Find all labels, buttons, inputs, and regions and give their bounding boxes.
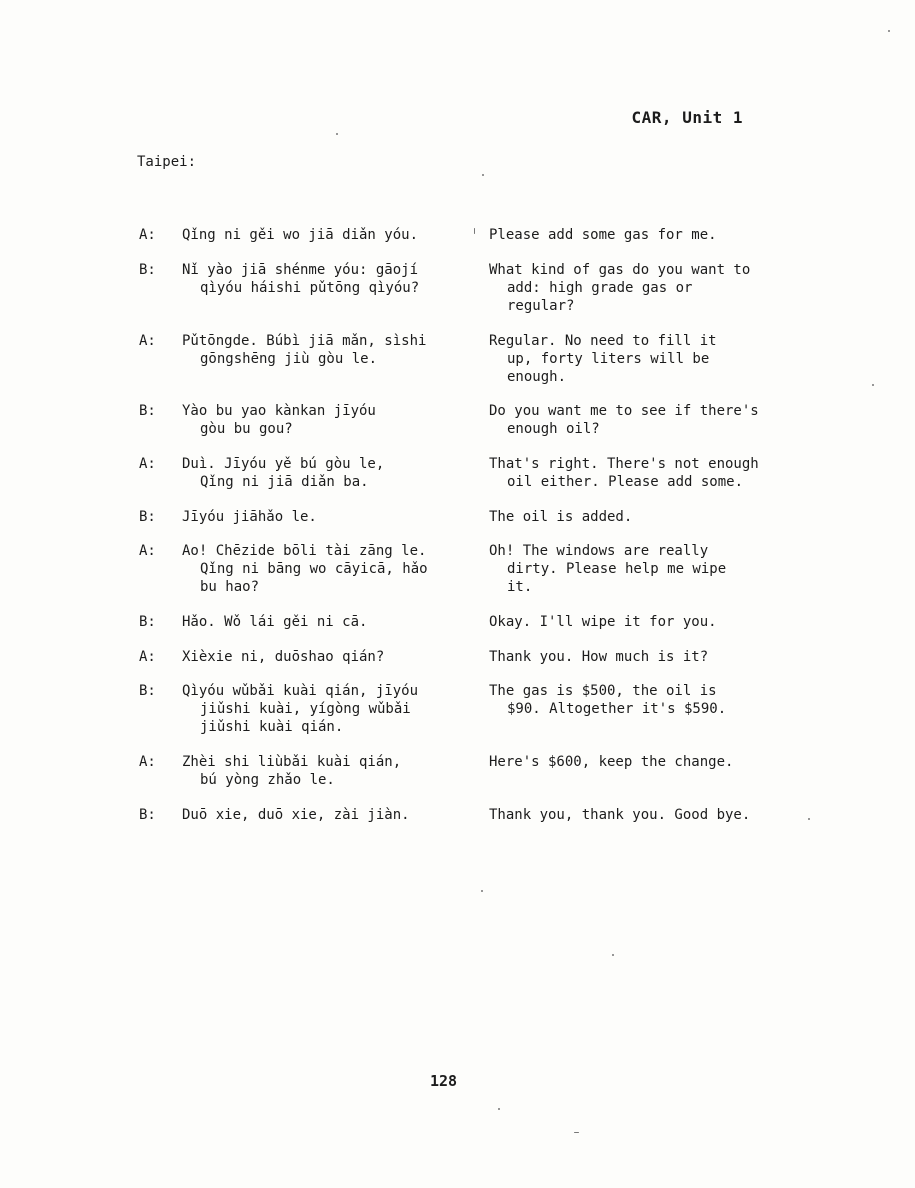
pinyin-text	[182, 806, 472, 824]
translation-line: Thank you. How much is it?	[489, 649, 709, 665]
pinyin-text	[182, 682, 472, 736]
translation-line: Okay. I'll wipe it for you.	[489, 614, 717, 630]
english-translation	[489, 542, 799, 596]
pinyin-line: jiǔshi kuài, yígòng wǔbǎi	[200, 701, 411, 717]
pinyin-line: Ao! Chēzide bōli tài zāng le.	[182, 543, 427, 559]
scan-speck	[808, 818, 810, 820]
scan-speck	[498, 1108, 500, 1110]
pinyin-text	[182, 226, 472, 244]
speaker-label: A:	[139, 456, 156, 472]
scan-speck	[574, 1132, 579, 1133]
translation-line: oil either. Please add some.	[507, 474, 744, 490]
pinyin-line: qìyóu háishi pǔtōng qìyóu?	[200, 280, 420, 296]
pinyin-text	[182, 455, 472, 491]
translation-line: up, forty liters will be	[507, 351, 710, 367]
translation-line: regular?	[507, 298, 575, 314]
english-translation	[489, 753, 799, 771]
pinyin-text	[182, 542, 472, 596]
pinyin-line: gòu bu gou?	[200, 421, 293, 437]
scan-speck	[336, 133, 338, 135]
translation-line: enough.	[507, 369, 567, 385]
translation-line: What kind of gas do you want to	[489, 262, 751, 278]
speaker-label: A:	[139, 649, 156, 665]
translation-line: Please add some gas for me.	[489, 227, 717, 243]
pinyin-line: Pǔtōngde. Búbì jiā mǎn, sìshi	[182, 333, 427, 349]
translation-line: Oh! The windows are really	[489, 543, 709, 559]
pinyin-line: Qǐng ni gěi wo jiā diǎn yóu.	[182, 227, 419, 243]
english-translation	[489, 613, 799, 631]
pinyin-line: Duì. Jīyóu yě bú gòu le,	[182, 456, 385, 472]
pinyin-line: Hǎo. Wǒ lái gěi ni cā.	[182, 614, 368, 630]
unit-header: CAR, Unit 1	[631, 108, 743, 127]
speaker-label: B:	[139, 509, 156, 525]
english-translation	[489, 508, 799, 526]
pinyin-line: Qǐng ni bāng wo cāyicā, hǎo	[200, 561, 428, 577]
english-translation	[489, 226, 799, 244]
pinyin-line: Zhèi shi liùbǎi kuài qián,	[182, 754, 402, 770]
pinyin-line: Duō xie, duō xie, zài jiàn.	[182, 807, 410, 823]
translation-line: it.	[507, 579, 533, 595]
pinyin-line: Xièxie ni, duōshao qián?	[182, 649, 385, 665]
translation-line: The oil is added.	[489, 509, 633, 525]
translation-line: Thank you, thank you. Good bye.	[489, 807, 751, 823]
english-translation	[489, 332, 799, 386]
pinyin-line: Qìyóu wǔbǎi kuài qián, jīyóu	[182, 683, 419, 699]
pinyin-line: bu hao?	[200, 579, 260, 595]
pinyin-line: Qǐng ni jiā diǎn ba.	[200, 474, 369, 490]
english-translation	[489, 682, 799, 718]
english-translation	[489, 261, 799, 315]
pinyin-text	[182, 332, 472, 368]
scan-speck	[474, 228, 475, 234]
translation-line: add: high grade gas or	[507, 280, 693, 296]
translation-line: dirty. Please help me wipe	[507, 561, 727, 577]
scan-speck	[888, 30, 890, 32]
pinyin-text	[182, 508, 472, 526]
pinyin-line: Nǐ yào jiā shénme yóu: gāojí	[182, 262, 419, 278]
english-translation	[489, 455, 799, 491]
english-translation	[489, 402, 799, 438]
scan-speck	[612, 954, 614, 956]
pinyin-line: Jīyóu jiāhǎo le.	[182, 509, 317, 525]
page-number: 128	[430, 1072, 458, 1090]
english-translation	[489, 648, 799, 666]
pinyin-line: jiǔshi kuài qián.	[200, 719, 344, 735]
translation-line: Do you want me to see if there's	[489, 403, 759, 419]
speaker-label: B:	[139, 403, 156, 419]
location-label: Taipei:	[137, 154, 197, 170]
scan-speck	[872, 384, 874, 386]
pinyin-text	[182, 648, 472, 666]
translation-line: enough oil?	[507, 421, 600, 437]
speaker-label: A:	[139, 333, 156, 349]
pinyin-text	[182, 613, 472, 631]
scan-speck	[482, 174, 484, 176]
translation-line: Regular. No need to fill it	[489, 333, 717, 349]
pinyin-line: gōngshēng jiù gòu le.	[200, 351, 378, 367]
translation-line: The gas is $500, the oil is	[489, 683, 717, 699]
speaker-label: B:	[139, 262, 156, 278]
speaker-label: A:	[139, 227, 156, 243]
speaker-label: A:	[139, 543, 156, 559]
pinyin-text	[182, 261, 472, 297]
translation-line: Here's $600, keep the change.	[489, 754, 734, 770]
speaker-label: B:	[139, 807, 156, 823]
scan-speck	[481, 890, 483, 892]
pinyin-line: bú yòng zhǎo le.	[200, 772, 335, 788]
pinyin-line: Yào bu yao kànkan jīyóu	[182, 403, 376, 419]
translation-line: That's right. There's not enough	[489, 456, 759, 472]
speaker-label: B:	[139, 614, 156, 630]
pinyin-text	[182, 402, 472, 438]
english-translation	[489, 806, 799, 824]
pinyin-text	[182, 753, 472, 789]
speaker-label: B:	[139, 683, 156, 699]
translation-line: $90. Altogether it's $590.	[507, 701, 727, 717]
speaker-label: A:	[139, 754, 156, 770]
